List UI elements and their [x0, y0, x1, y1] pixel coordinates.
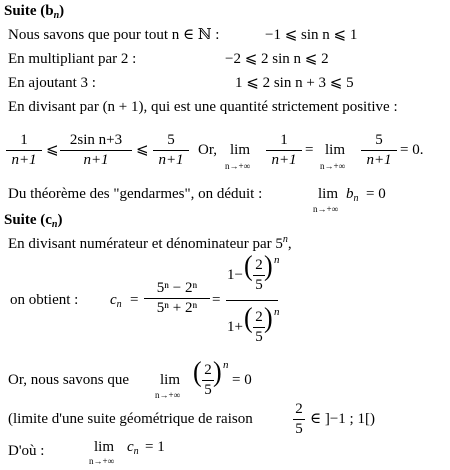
cn-den-prefix: 1+ [227, 319, 243, 335]
ineq-lim-2-sub: n→+∞ [320, 161, 345, 171]
dou-lim: lim [94, 439, 115, 455]
ineq-or: Or, [198, 142, 217, 158]
cn-num-prefix: 1− [227, 267, 243, 283]
ineq-eq-zero: = 0. [400, 142, 424, 158]
gendarmes-result: $b_n$ [346, 186, 359, 204]
suite-c-line1: En divisant numérateur et dénominateur par 5$^n$, [8, 234, 292, 252]
geo-end: ∈ ]−1 ; 1[) [310, 411, 375, 427]
ineq-fraction-2: $\frac{\text{2sin n+3}}{n+1}$ [60, 133, 132, 168]
or-paren-left: ( [193, 355, 202, 388]
geo-text: (limite d'une suite géométrique de raison [8, 411, 253, 427]
cn-fraction-1: $\frac{\text{5ⁿ − 2ⁿ}}{\text{5ⁿ + 2ⁿ}}$ [144, 281, 210, 316]
dou-text: D'où : [8, 443, 45, 459]
obtient-text: on obtient : [10, 292, 79, 308]
gendarmes-lim: lim [318, 186, 339, 202]
geo-fraction: $\frac{2}{5}$ [293, 402, 305, 437]
or-eq-zero: = 0 [232, 372, 252, 388]
cn-num-inner-fraction: $\frac{2}{5}$ [253, 258, 265, 293]
ineq-limit-fraction-2: $\frac{5}{n+1}$ [361, 133, 397, 168]
suite-b-line1-text: Nous savons que pour tout n ∈ ℕ : [8, 27, 220, 43]
or-inner-fraction: $\frac{2}{5}$ [202, 363, 214, 398]
suite-b-line3-text: En ajoutant 3 : [8, 75, 96, 91]
suite-b-line3-math: 1 ⩽ 2 sin n + 3 ⩽ 5 [235, 75, 354, 91]
ineq-eq: = [305, 142, 314, 158]
ineq-fraction-1: $\frac{1}{n+1}$ [6, 133, 42, 168]
suite-b-line4-text: En divisant par (n + 1), qui est une quantité strictement positive : [8, 99, 398, 115]
gendarmes-lim-sub: n→+∞ [313, 204, 338, 214]
cn-num-exp: n [274, 254, 280, 266]
suite-c-heading: Suite $(c_n)$ [4, 212, 63, 230]
dou-eq: = 1 [145, 439, 165, 455]
ineq-lim-2: lim [325, 142, 346, 158]
cn-num-paren-left: ( [244, 249, 253, 282]
ineq-rel-1: ⩽ [46, 142, 59, 158]
suite-b-heading: Suite $(b_n)$ [4, 3, 65, 21]
suite-b-line2-text: En multipliant par 2 : [8, 51, 137, 67]
suite-b-line1-math: −1 ⩽ sin n ⩽ 1 [265, 27, 358, 43]
or-exp: n [223, 359, 229, 371]
cn-den-paren-left: ( [244, 301, 253, 334]
gendarmes-text: Du théorème des "gendarmes", on déduit : [8, 186, 263, 202]
cn-symbol: $c_n$ [110, 292, 122, 310]
suite-b-line2-math: −2 ⩽ 2 sin n ⩽ 2 [225, 51, 329, 67]
dou-lim-sub: n→+∞ [89, 456, 114, 466]
or-lim: lim [160, 372, 181, 388]
ineq-limit-fraction-1: $\frac{1}{n+1}$ [266, 133, 302, 168]
ineq-lim-1: lim [230, 142, 251, 158]
cn-eq-1: = [130, 292, 139, 308]
gendarmes-eq: = 0 [366, 186, 386, 202]
ineq-rel-2: ⩽ [136, 142, 149, 158]
cn-den-paren-right: ) [264, 301, 273, 334]
or-text: Or, nous savons que [8, 372, 130, 388]
cn-den-exp: n [274, 306, 280, 318]
cn-eq-2: = [212, 292, 221, 308]
dou-result: $c_n$ [127, 439, 139, 457]
ineq-fraction-3: $\frac{5}{n+1}$ [153, 133, 189, 168]
or-paren-right: ) [213, 355, 222, 388]
ineq-lim-1-sub: n→+∞ [225, 161, 250, 171]
or-lim-sub: n→+∞ [155, 390, 180, 400]
cn-den-inner-fraction: $\frac{2}{5}$ [253, 310, 265, 345]
cn-num-paren-right: ) [264, 249, 273, 282]
